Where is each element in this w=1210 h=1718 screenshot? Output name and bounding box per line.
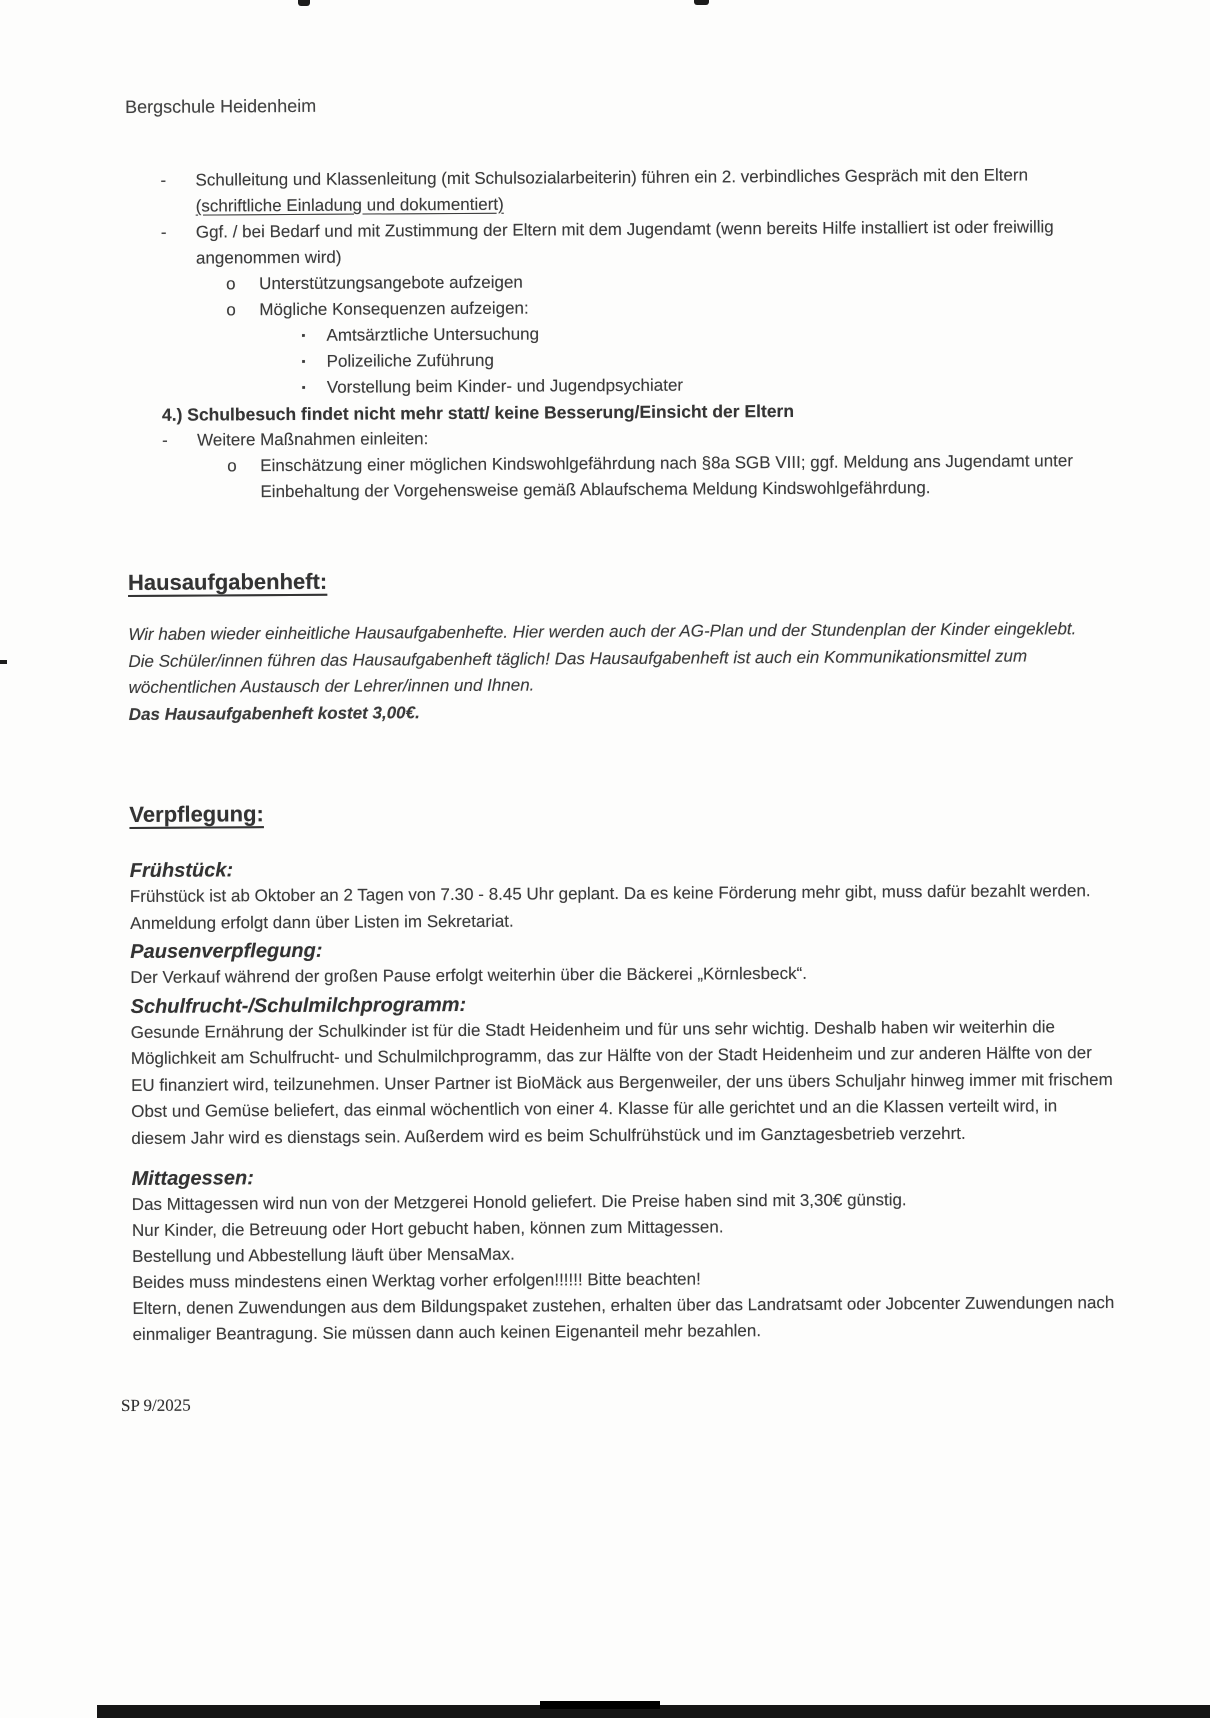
list-item-text: Amtsärztliche Untersuchung <box>326 324 540 345</box>
scan-smudge <box>298 0 310 6</box>
list-item-text: Unterstützungsangebote aufzeigen <box>259 272 523 294</box>
paragraph: Wir haben wieder einheitliche Hausaufgabenhefte. Hier werden auch der AG-Plan und der Stundenplan der Kinder eingeklebt. <box>128 619 1077 644</box>
school-name: Bergschule Heidenheim <box>125 95 317 117</box>
circle-bullet: o <box>227 456 237 476</box>
hausaufgabenheft-paragraphs <box>128 616 1114 728</box>
subheading-mittagessen: Mittagessen: <box>131 1167 254 1190</box>
square-bullet: ▪ <box>301 381 306 394</box>
subheading-schulfrucht: Schulfrucht-/Schulmilchprogramm: <box>130 993 467 1018</box>
numbered-heading: 4.) Schulbesuch findet nicht mehr statt/ keine Besserung/Einsicht der Eltern <box>161 400 795 425</box>
list-item <box>125 162 1110 220</box>
scan-edge-bar-dark <box>540 1701 660 1709</box>
square-bullet: ▪ <box>301 329 306 342</box>
paragraph: Gesunde Ernährung der Schulkinder ist für die Stadt Heidenheim und für uns sehr wichtig. Deshalb haben wir weiterhin die Möglichkeit am Schulfrucht- und Schulmilchprogramm, das zur Hälfte von der Stadt Heidenheim und zur anderen Hälfte von der EU finanziert wird, teilzunehmen. Unser Partner ist BioMäck aus Bergenweiler, der uns übers Schuljahr hinweg immer mit frischem Obst und Gemüse beliefert, das einmal wöchentlich von einer 4. Klasse für alle gerichtet und an die Klassen verteilt wird, in diesem Jahr wird es dienstags sein. Außerdem wird es beim Schulfrühstück und im Ganztagesbetrieb verzehrt. <box>130 1016 1113 1148</box>
document-content <box>120 90 1118 1416</box>
scan-smudge <box>694 0 709 5</box>
paragraph: Bestellung und Abbestellung läuft über MensaMax. <box>132 1244 515 1266</box>
paragraph: Das Mittagessen wird nun von der Metzgerei Honold geliefert. Die Preise haben sind mit 3,30€ günstig. <box>131 1190 907 1214</box>
list-item-text: Einschätzung einer möglichen Kindswohlgefährdung nach §8a SGB VIII; ggf. Meldung ans Jugendamt unter Einbehaltung der Vorgehensweise gemäß Ablaufschema Meldung Kindswohlgefährdung. <box>260 451 1074 502</box>
mittagessen-paragraphs <box>132 1186 1118 1348</box>
dash-bullet: - <box>160 170 167 190</box>
subheading-pausenverpflegung: Pausenverpflegung: <box>130 939 323 963</box>
paragraph: Beides muss mindestens einen Werktag vorher erfolgen!!!!!! Bitte beachten! <box>132 1269 701 1292</box>
list-item-text: Vorstellung beim Kinder- und Jugendpsychiater <box>326 375 684 397</box>
text-run: Schulleitung und Klassenleitung (mit Schulsozialarbeiterin) führen ein 2. verbindliches Gespräch mit den Eltern <box>195 165 1029 190</box>
section-heading-hausaufgabenheft: Hausaufgabenheft: <box>127 568 328 595</box>
paragraph: Nur Kinder, die Betreuung oder Hort gebucht haben, können zum Mittagessen. <box>131 1217 724 1240</box>
paragraph: Eltern, denen Zuwendungen aus dem Bildungspaket zustehen, erhalten über das Landratsamt oder Jobcenter Zuwendungen nach einmaliger Beantragung. Sie müssen dann auch keinen Eigenanteil mehr bezahlen. <box>132 1292 1115 1344</box>
footer-code: SP 9/2025 <box>120 1395 191 1416</box>
list-item <box>126 214 1111 272</box>
circle-bullet: o <box>226 274 236 294</box>
paragraph: Der Verkauf während der großen Pause erfolgt weiterhin über die Bäckerei „Körnlesbeck“. <box>130 963 808 987</box>
dash-bullet: - <box>162 430 168 450</box>
list-item-text: Mögliche Konsequenzen aufzeigen: <box>259 298 529 320</box>
circle-bullet: o <box>226 300 236 320</box>
underlined-text: (schriftliche Einladung und dokumentiert) <box>195 194 504 216</box>
measures-list <box>125 162 1112 506</box>
subheading-fruehstueck: Frühstück: <box>129 859 234 882</box>
list-item-text <box>195 162 1110 220</box>
paragraph: Frühstück ist ab Oktober an 2 Tagen von 7.30 - 8.45 Uhr geplant. Da es keine Förderung mehr gibt, muss dafür bezahlt werden. Anmeldung erfolgt dann über Listen im Sekretariat. <box>129 881 1091 933</box>
list-item-text: Ggf. / bei Bedarf und mit Zustimmung der Eltern mit dem Jugendamt (wenn bereits Hilfe installiert ist oder freiwillig angenommen wird) <box>195 217 1054 268</box>
paragraph: Die Schüler/innen führen das Hausaufgabenheft täglich! Das Hausaufgabenheft ist auch ein Kommunikationsmittel zum wöchentlichen Austausch der Lehrer/innen und Ihnen. <box>128 645 1028 697</box>
paragraph-bold: Das Hausaufgabenheft kostet 3,00€. <box>128 702 420 724</box>
scan-smudge <box>0 660 7 664</box>
list-item <box>127 448 1112 506</box>
list-item-text: Weitere Maßnahmen einleiten: <box>197 429 429 450</box>
dash-bullet: - <box>160 222 167 242</box>
section-heading-verpflegung: Verpflegung: <box>129 801 264 827</box>
list-item-text: Polizeiliche Zuführung <box>326 350 494 371</box>
square-bullet: ▪ <box>301 355 306 368</box>
